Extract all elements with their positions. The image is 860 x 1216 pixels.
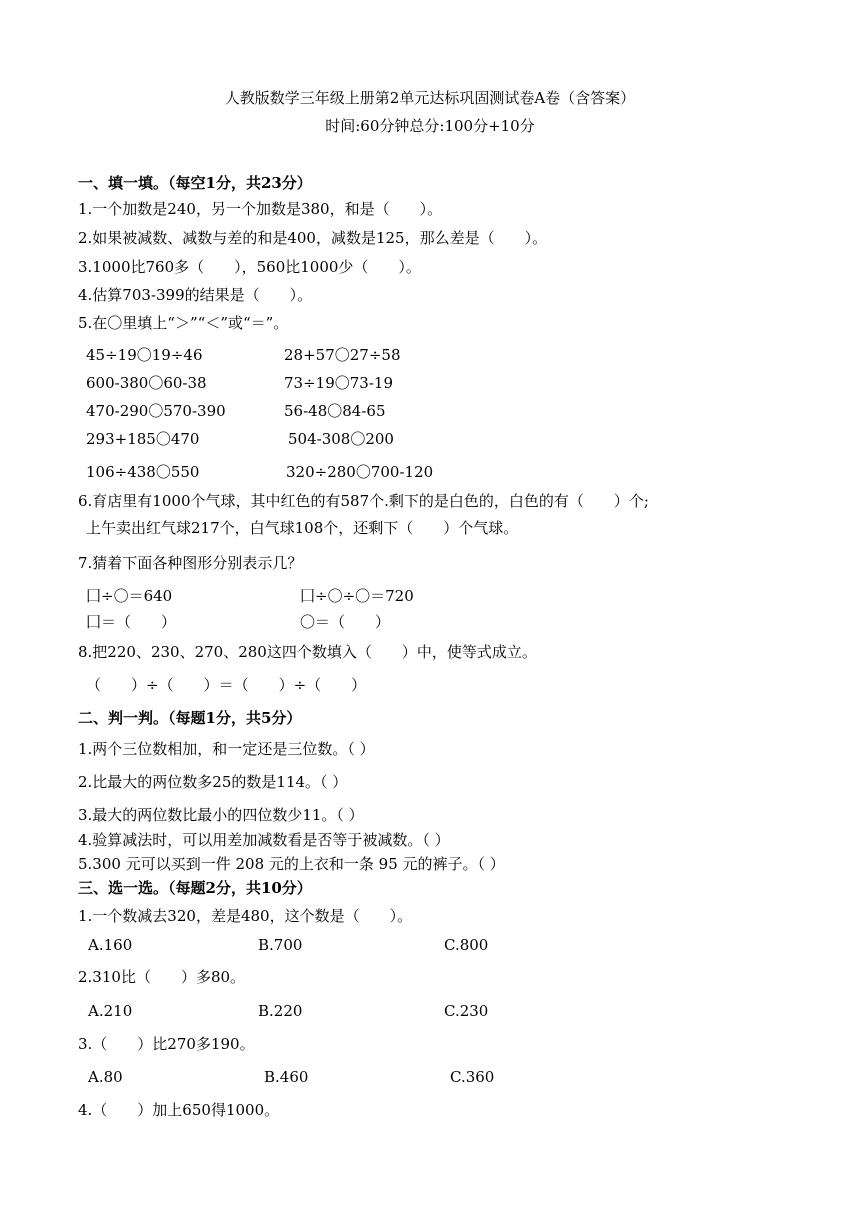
comparison-item: 293+185〇470 [86,430,200,448]
question-8: 8.把220、230、270、280这四个数填入（ ）中，使等式成立。 [78,643,537,661]
option-c: C.230 [444,1002,489,1020]
question-6: 6.育店里有1000个气球，其中红色的有587个.剩下的是白色的，白色的有（ ）个; [78,492,649,510]
shape-equation: 囗÷〇＝640 [86,587,173,605]
question-3: 3.最大的两位数比最小的四位数少11。（ ） [78,806,364,824]
option-c: C.800 [444,936,489,954]
section-heading: 二、判一判。（每题1分，共5分） [78,709,302,727]
document-subtitle: 时间:60分钟总分:100分+10分 [325,117,535,135]
division-equation: （ ）÷（ ）＝（ ）÷（ ） [86,676,367,694]
comparison-item: 320÷280〇700-120 [286,463,434,481]
section-heading: 三、选一选。（每题2分，共10分） [78,879,312,897]
comparison-item: 28+57〇27÷58 [284,346,401,364]
question-4: 4.验算减法时，可以用差加减数看是否等于被减数。（ ） [78,831,450,849]
shape-answer: 〇＝（ ） [300,613,391,631]
question-4: 4.（ ）加上650得1000。 [78,1101,280,1119]
question-1: 1.一个数减去320，差是480，这个数是（ ）。 [78,907,413,925]
comparison-item: 45÷19〇19÷46 [86,346,203,364]
option-b: B.700 [258,936,303,954]
shape-answer: 囗＝（ ） [86,613,177,631]
option-b: B.460 [264,1068,309,1086]
comparison-item: 56-48〇84-65 [284,402,386,420]
question-3: 3.1000比760多（ ），560比1000少（ ）。 [78,258,421,276]
comparison-item: 600-380〇60-38 [86,374,207,392]
comparison-item: 504-308〇200 [288,430,394,448]
question-2: 2.310比（ ）多80。 [78,968,246,986]
option-a: A.160 [88,936,133,954]
comparison-item: 73÷19〇73-19 [284,374,393,392]
option-a: A.210 [88,1002,133,1020]
document-title: 人教版数学三年级上册第2单元达标巩固测试卷A卷（含答案） [224,89,636,107]
option-a: A.80 [88,1068,123,1086]
question-6-continued: 上午卖出红气球217个，白气球108个，还剩下（ ）个气球。 [86,519,519,537]
section-heading: 一、填一填。（每空1分，共23分） [78,174,312,192]
question-7: 7.猜着下面各种图形分别表示几？ [78,554,303,572]
question-5: 5.300 元可以买到一件 208 元的上衣和一条 95 元的裤子。（ ） [78,855,505,873]
question-1: 1.两个三位数相加，和一定还是三位数。（ ） [78,740,375,758]
shape-equation: 囗÷〇÷〇＝720 [300,587,414,605]
comparison-item: 106÷438〇550 [86,463,200,481]
question-2: 2.比最大的两位数多25的数是114。（ ） [78,773,348,791]
option-c: C.360 [450,1068,495,1086]
question-2: 2.如果被减数、减数与差的和是400，减数是125，那么差是（ ）。 [78,229,548,247]
question-1: 1.一个加数是240，另一个加数是380，和是（ ）。 [78,200,443,218]
question-5: 5.在〇里填上“＞”“＜”或“＝”。 [78,314,289,332]
option-b: B.220 [258,1002,303,1020]
question-3: 3.（ ）比270多190。 [78,1035,255,1053]
question-4: 4.估算703-399的结果是（ ）。 [78,286,313,304]
comparison-item: 470-290〇570-390 [86,402,226,420]
